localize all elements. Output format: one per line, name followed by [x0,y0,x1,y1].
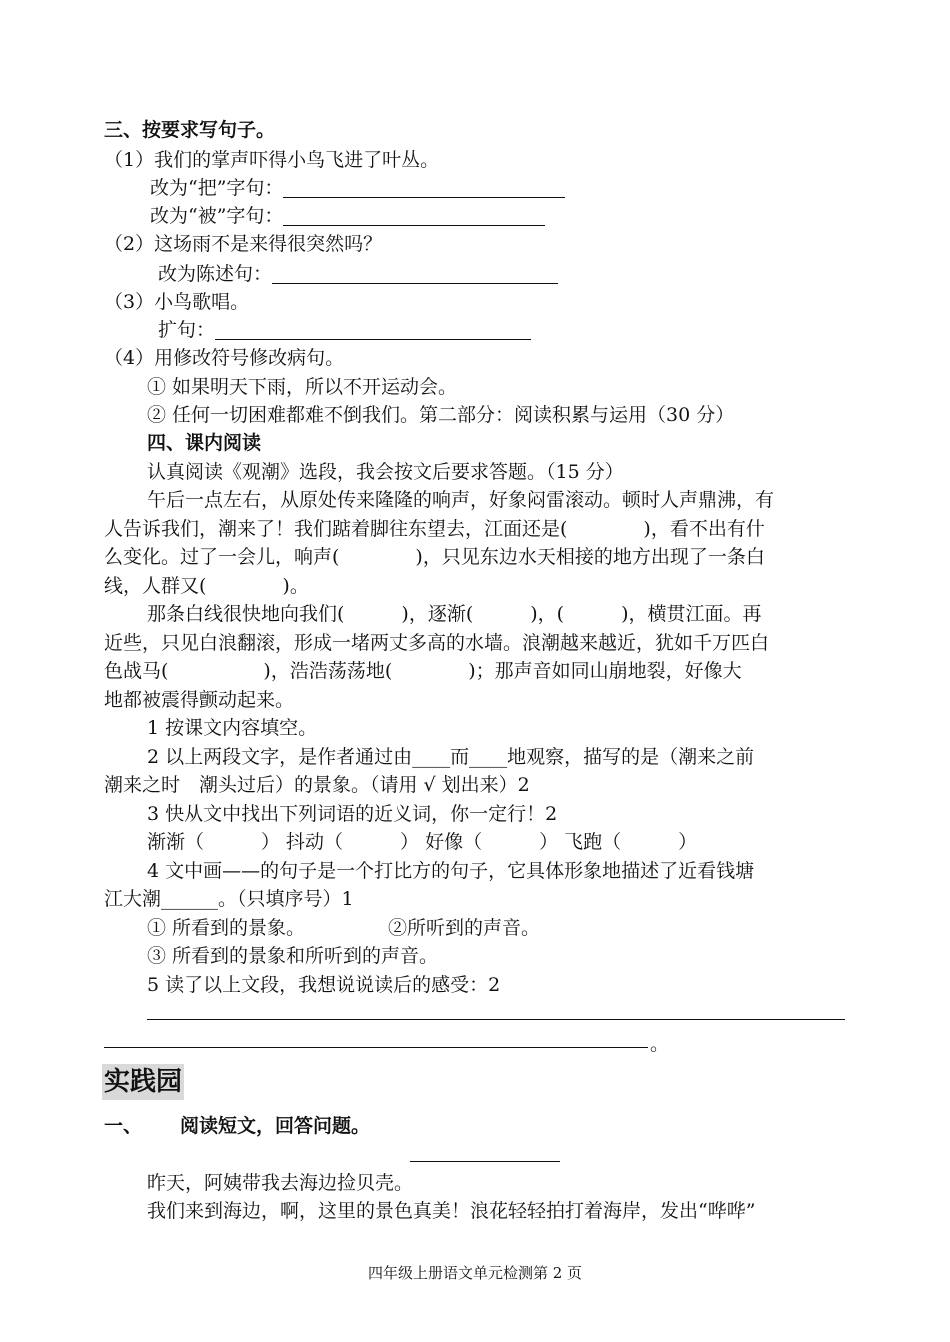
answer-blank[interactable] [283,205,545,226]
story-line-1: 昨天，阿姨带我去海边捡贝壳。 [147,1172,414,1194]
question-4: （4）用修改符号修改病句。 [104,347,345,369]
question-4b: ② 任何一切困难都难不倒我们。第二部分：阅读积累与运用（30 分） [147,404,735,426]
question-3a [158,316,531,344]
page-footer: 四年级上册语文单元检测第 2 页 [367,1264,583,1282]
reading-intro: 认真阅读《观潮》选段，我会按文后要求答题。（15 分） [147,461,624,483]
practice-question-text: 阅读短文，回答问题。 [180,1115,371,1137]
section-3-title: 三、按要求写句子。 [104,119,276,141]
passage-1-line-4: 线，人群又( )。 [104,575,309,597]
passage-1-line-2: 人告诉我们，潮来了！我们踮着脚往东望去，江面还是( )，看不出有什 [104,518,765,540]
reading-question-1: 1 按课文内容填空。 [147,717,318,739]
question-3a-label: 扩句： [158,319,216,341]
answer-line[interactable] [147,1019,845,1020]
practice-heading: 实践园 [102,1064,184,1100]
question-1a-label: 改为“把”字句： [150,177,284,199]
question-2a-label: 改为陈述句： [158,263,273,285]
passage-2-line-4: 地都被震得颤动起来。 [104,689,295,711]
story-line-2: 我们来到海边，啊，这里的景色真美！浪花轻轻拍打着海岸，发出“哗哗” [147,1200,756,1222]
reading-question-2-line-2: 潮来之时 潮头过后）的景象。（请用 √ 划出来）2 [104,774,530,796]
practice-question-number: 一、 [104,1115,143,1137]
reading-question-4-line-1: 4 文中画——的句子是一个打比方的句子，它具体形象地描述了近看钱塘 [147,860,755,882]
reading-question-3-words: 渐渐（ ） 抖动（ ） 好像（ ） 飞跑（ ） [147,831,698,853]
question-1a [150,174,565,202]
answer-blank[interactable] [272,263,558,284]
question-3: （3）小鸟歌唱。 [104,291,250,313]
question-2: （2）这场雨不是来得很突然吗？ [104,233,383,255]
title-blank[interactable] [410,1161,560,1162]
answer-blank[interactable] [215,319,531,340]
passage-2-line-1: 那条白线很快地向我们( )，逐渐( )，( )，横贯江面。再 [147,603,762,625]
option-2: ②所听到的声音。 [388,917,541,939]
reading-question-5: 5 读了以上文段，我想说说读后的感受：2 [147,974,501,996]
question-4a: ① 如果明天下雨，所以不开运动会。 [147,376,458,398]
passage-1-line-3: 么变化。过了一会儿，响声( )，只见东边水天相接的地方出现了一条白 [104,546,765,568]
passage-2-line-2: 近些，只见白浪翻滚，形成一堵两丈多高的水墙。浪潮越来越近，犹如千万匹白 [104,632,770,654]
reading-question-2-line-1: 2 以上两段文字，是作者通过由____而____地观察，描写的是（潮来之前 [147,746,755,768]
reading-question-3: 3 快从文中找出下列词语的近义词，你一定行！2 [147,803,558,825]
answer-line[interactable] [104,1047,648,1048]
option-3: ③ 所看到的景象和所听到的声音。 [147,945,439,967]
answer-blank[interactable] [283,177,565,198]
section-4-title: 四、课内阅读 [147,432,262,454]
option-1: ① 所看到的景象。 [147,917,306,939]
reading-question-4-line-2: 江大潮______。（只填序号）1 [104,888,354,910]
question-1: （1）我们的掌声吓得小鸟飞进了叶丛。 [104,149,440,171]
passage-1-line-1: 午后一点左右，从原处传来隆隆的响声，好象闷雷滚动。顿时人声鼎沸，有 [147,489,775,511]
passage-2-line-3: 色战马( )，浩浩荡荡地( )；那声音如同山崩地裂，好像大 [104,660,742,682]
question-2a [158,260,558,288]
question-1b-label: 改为“被”字句： [150,205,284,227]
question-1b [150,202,545,230]
answer-end-period: 。 [650,1033,670,1055]
